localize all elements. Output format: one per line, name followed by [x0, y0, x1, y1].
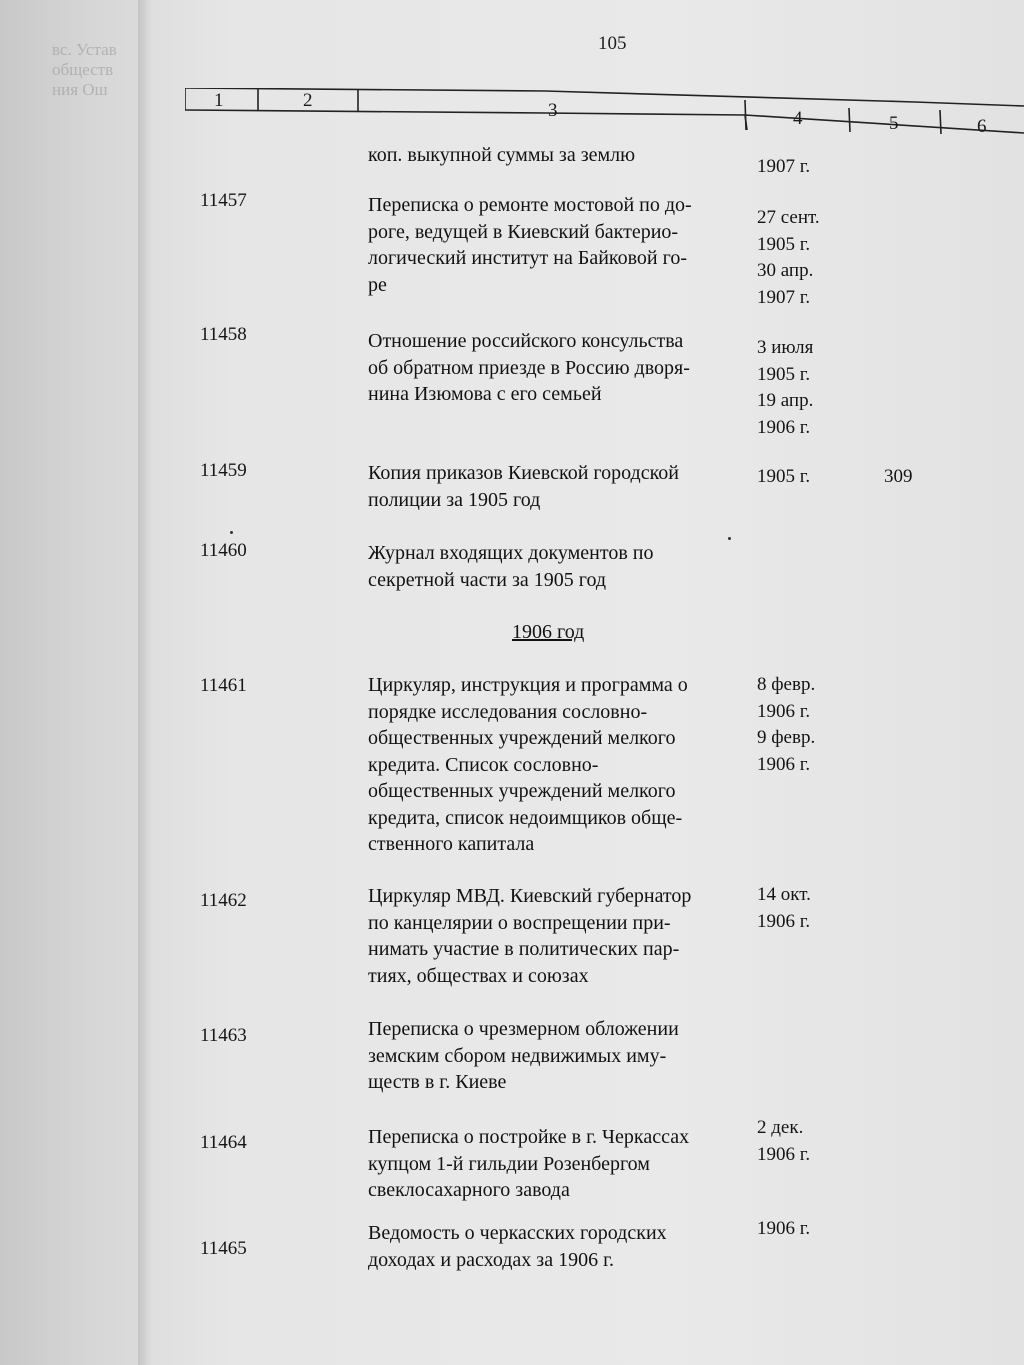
continuation-dates [757, 154, 810, 181]
year-section-heading: 1906 год [512, 621, 585, 643]
column-header-6: 6 [977, 116, 987, 137]
date-line: 3 июля [757, 337, 814, 358]
title-line: об обратном приезде в Россию дворя- [368, 356, 690, 379]
title-line: Переписка о ремонте мостовой по до- [368, 194, 692, 216]
date-line: 1906 г. [757, 700, 811, 722]
date-line: 1907 г. [757, 286, 811, 308]
title-line: секретной части за 1905 год [368, 568, 607, 591]
title-line: Циркуляр, инструкция и программа о [368, 674, 688, 696]
left-page-bleed: вс. Устав обществ ния Ош [52, 40, 117, 99]
stray-dot [230, 531, 233, 534]
title-line: порядке исследования сословно- [368, 700, 648, 723]
entry-title [368, 540, 743, 593]
entry-dates [757, 1216, 810, 1243]
date-line: 1906 г. [757, 416, 811, 438]
entry-dates [757, 464, 810, 491]
entry-number: 11458 [200, 324, 247, 345]
entry-sheets: 309 [884, 466, 913, 487]
title-line: купцом 1-й гильдии Розенбергом [368, 1152, 650, 1175]
column-header-3: 3 [548, 100, 558, 121]
column-header-4: 4 [793, 108, 803, 129]
title-line: земским сбором недвижимых иму- [368, 1044, 667, 1067]
title-line: нина Изюмова с его семьей [368, 383, 602, 405]
column-header-5: 5 [889, 113, 899, 134]
title-line: кредита, список недоимщиков обще- [368, 806, 683, 829]
date-line: 1905 г. [757, 363, 811, 385]
entry-number: 11461 [200, 675, 247, 696]
title-line: коп. выкупной суммы за землю [368, 144, 636, 166]
title-line: логический институт на Байковой го- [368, 247, 687, 269]
continuation-title [368, 142, 743, 169]
date-line: 1907 г. [757, 156, 811, 177]
entry-number: 11460 [200, 540, 247, 561]
entry-title [368, 672, 743, 858]
entry-number: 11462 [200, 890, 247, 911]
title-line: ществ в г. Киеве [368, 1071, 507, 1093]
title-line: Копия приказов Киевской городской [368, 462, 679, 484]
entry-title [368, 192, 743, 298]
title-line: Ведомость о черкасских городских [368, 1222, 667, 1244]
date-line: 27 сент. [757, 207, 820, 228]
column-header-1: 1 [214, 90, 224, 111]
left-page-edge [0, 0, 150, 1365]
title-line: ре [368, 273, 387, 296]
title-line: общественных учреждений мелкого [368, 780, 676, 802]
entry-title [368, 328, 743, 408]
title-line: по канцелярии о воспрещении при- [368, 911, 671, 934]
entry-title [368, 460, 743, 513]
title-line: полиции за 1905 год [368, 488, 541, 511]
title-line: Переписка о постройке в г. Черкассах [368, 1126, 690, 1148]
date-line: 8 февр. [757, 674, 816, 695]
entry-title [368, 1124, 743, 1204]
title-line: Журнал входящих документов по [368, 542, 654, 564]
title-line: доходах и расходах за 1906 г. [368, 1248, 615, 1271]
title-line: Переписка о чрезмерном обложении [368, 1018, 679, 1040]
date-line: 1906 г. [757, 910, 811, 932]
title-line: роге, ведущей в Киевский бактерио- [368, 220, 679, 243]
page-number: 105 [598, 33, 627, 54]
entry-dates [757, 205, 820, 311]
title-line: Отношение российского консульства [368, 330, 684, 352]
entry-number: 11465 [200, 1238, 247, 1259]
entry-number: 11464 [200, 1132, 247, 1153]
date-line: 2 дек. [757, 1117, 804, 1138]
title-line: Циркуляр МВД. Киевский губернатор [368, 885, 692, 907]
title-line: нимать участие в политических пар- [368, 938, 680, 960]
date-line: 30 апр. [757, 260, 814, 281]
date-line: 1906 г. [757, 753, 811, 775]
entry-title [368, 1220, 743, 1273]
book-spine-shadow [138, 0, 152, 1365]
column-header-2: 2 [303, 90, 313, 111]
date-line: 1905 г. [757, 233, 811, 255]
date-line: 1905 г. [757, 466, 811, 487]
date-line: 1906 г. [757, 1218, 811, 1239]
entry-dates [757, 882, 811, 935]
title-line: общественных учреждений мелкого [368, 727, 676, 749]
entry-dates [757, 672, 815, 778]
date-line: 1906 г. [757, 1143, 811, 1165]
title-line: кредита. Список сословно- [368, 753, 599, 776]
entry-dates [757, 1115, 810, 1168]
date-line: 19 апр. [757, 390, 814, 411]
title-line: тиях, обществах и союзах [368, 964, 589, 987]
date-line: 14 окт. [757, 884, 811, 905]
entry-number: 11463 [200, 1025, 247, 1046]
date-line: 9 февр. [757, 727, 816, 748]
entry-title [368, 883, 743, 989]
title-line: ственного капитала [368, 833, 535, 855]
entry-dates [757, 335, 813, 441]
entry-title [368, 1016, 743, 1096]
entry-number: 11459 [200, 460, 247, 481]
entry-number: 11457 [200, 190, 247, 211]
column-header-row [185, 88, 1024, 136]
title-line: свеклосахарного завода [368, 1179, 570, 1201]
